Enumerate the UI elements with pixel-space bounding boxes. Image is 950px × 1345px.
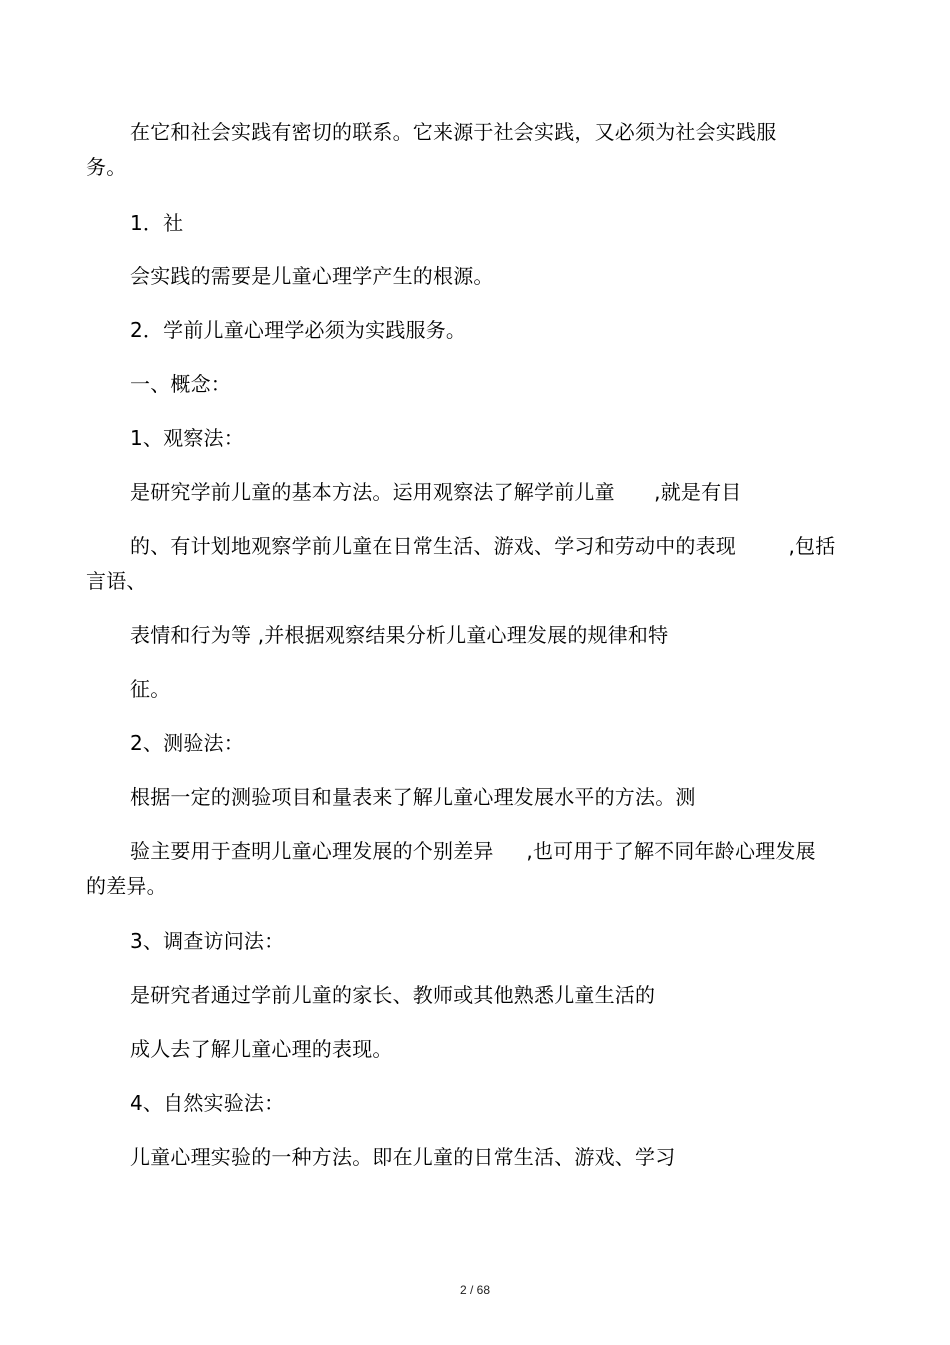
subsection-heading: 4、自然实验法： bbox=[130, 1091, 285, 1115]
list-item-number: 1．社 bbox=[130, 211, 184, 235]
paragraph-line: 言语、 bbox=[86, 569, 147, 593]
paragraph-line: 的差异。 bbox=[86, 874, 167, 898]
paragraph-line: 是研究学前儿童的基本方法。运用观察法了解学前儿童 ,就是有目 bbox=[130, 480, 742, 504]
paragraph-line: 是研究者通过学前儿童的家长、教师或其他熟悉儿童生活的 bbox=[130, 983, 656, 1007]
paragraph-line: 验主要用于查明儿童心理发展的个别差异 ,也可用于了解不同年龄心理发展 bbox=[130, 839, 816, 863]
paragraph-line: 表情和行为等 ,并根据观察结果分析儿童心理发展的规律和特 bbox=[130, 623, 669, 647]
section-heading: 一、概念： bbox=[130, 372, 231, 396]
paragraph-line: 会实践的需要是儿童心理学产生的根源。 bbox=[130, 264, 494, 288]
page-number: 2 / 68 bbox=[459, 1283, 491, 1297]
subsection-heading: 3、调查访问法： bbox=[130, 929, 285, 953]
paragraph-line: 在它和社会实践有密切的联系。它来源于社会实践，又必须为社会实践服 bbox=[130, 120, 777, 144]
paragraph-line: 成人去了解儿童心理的表现。 bbox=[130, 1037, 393, 1061]
paragraph-line: 征。 bbox=[130, 677, 171, 701]
paragraph-line: 根据一定的测验项目和量表来了解儿童心理发展水平的方法。测 bbox=[130, 785, 696, 809]
paragraph-line: 的、有计划地观察学前儿童在日常生活、游戏、学习和劳动中的表现 ,包括 bbox=[130, 534, 836, 558]
paragraph-line: 务。 bbox=[86, 155, 127, 179]
paragraph-line: 儿童心理实验的一种方法。即在儿童的日常生活、游戏、学习 bbox=[130, 1145, 676, 1169]
list-item-heading: 2．学前儿童心理学必须为实践服务。 bbox=[130, 318, 467, 342]
subsection-heading: 2、测验法： bbox=[130, 731, 244, 755]
subsection-heading: 1、观察法： bbox=[130, 426, 244, 450]
